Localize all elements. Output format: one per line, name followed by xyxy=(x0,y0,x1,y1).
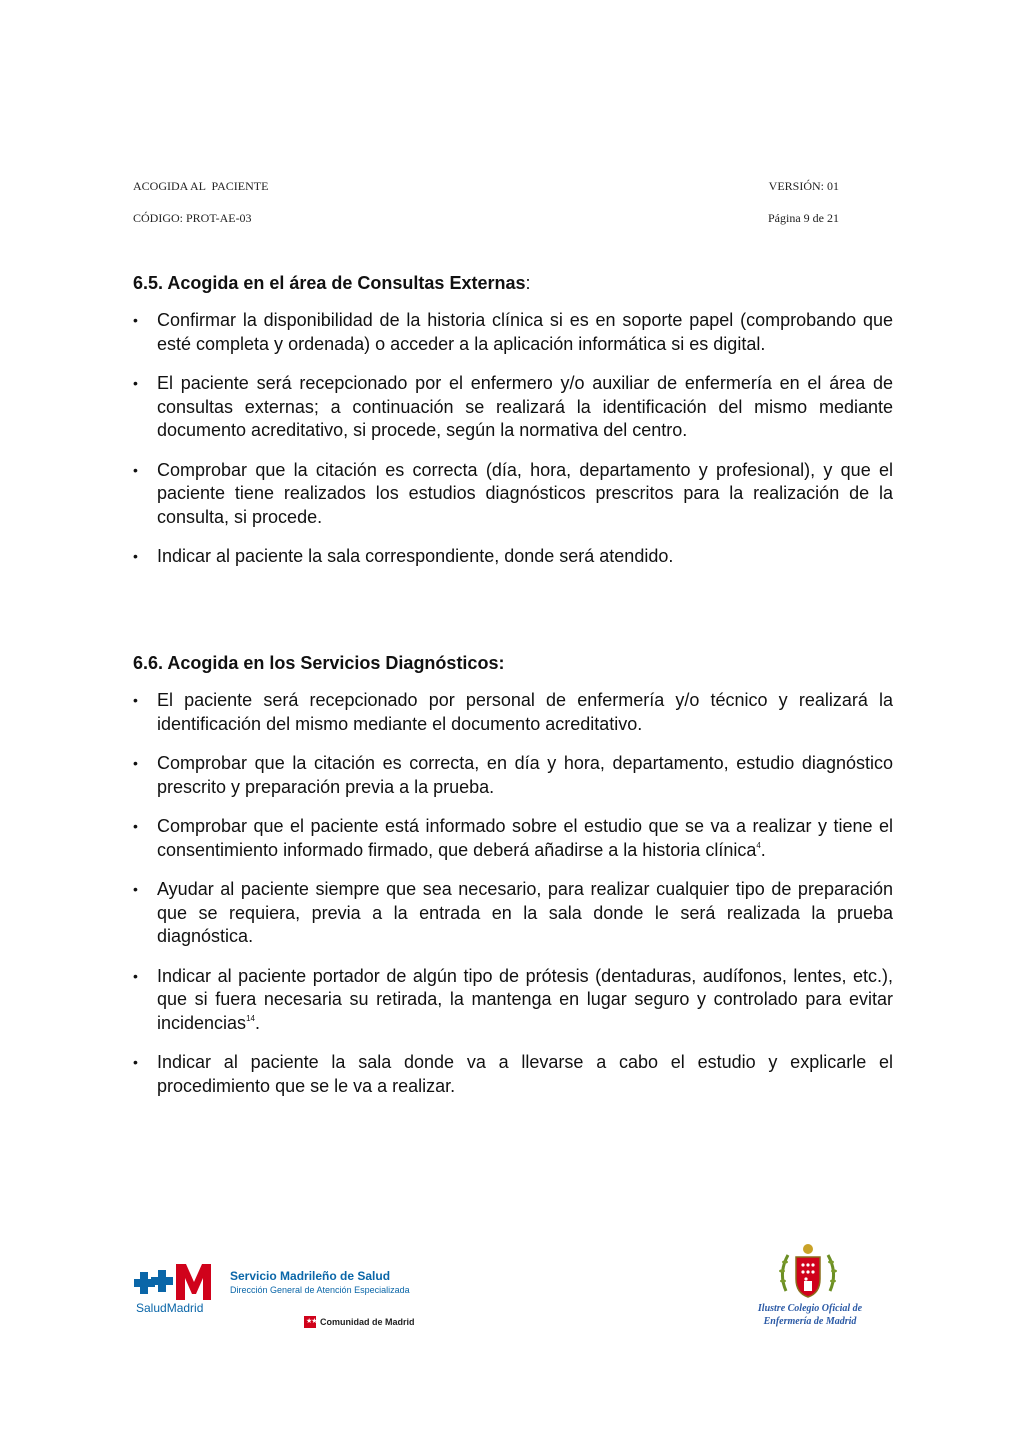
bullet-icon: • xyxy=(133,1054,138,1070)
list-item-text: Confirmar la disponibilidad de la historia clínica si es en soporte papel (comprobando que esté completa y ordenada) o acceder a la aplicación informática si es digital. xyxy=(157,310,893,354)
list-item xyxy=(133,1051,893,1098)
salud-madrid-logo xyxy=(134,1262,434,1332)
list-item-text: Indicar al paciente la sala correspondiente, donde será atendido. xyxy=(157,546,674,566)
colegio-seal-icon xyxy=(776,1241,840,1305)
bullet-icon: • xyxy=(133,881,138,897)
list-item-text: El paciente será recepcionado por el enfermero y/o auxiliar de enfermería en el área de consultas externas; a continuación se realizará la identificación del mismo mediante documento acreditativo, si procede, según la normativa del centro. xyxy=(157,373,893,440)
list-item xyxy=(133,545,893,569)
colegio-name-line2: Enfermería de Madrid xyxy=(763,1316,857,1327)
list-item-text: Comprobar que la citación es correcta, en día y hora, departamento, estudio diagnóstico prescrito y preparación previa a la prueba. xyxy=(157,753,893,797)
sermas-subtitle: Dirección General de Atención Especializada xyxy=(230,1285,410,1295)
bullet-icon: • xyxy=(133,375,138,391)
sermas-title: Servicio Madrileño de Salud xyxy=(230,1269,391,1283)
document-title: ACOGIDA AL PACIENTE xyxy=(133,179,269,193)
section-heading: 6.6. Acogida en los Servicios Diagnósticos: xyxy=(133,653,505,673)
salud-madrid-mark-icon xyxy=(134,1262,212,1302)
list-item-text: Comprobar que el paciente está informado sobre el estudio que se va a realizar y tiene el consentimiento informado firmado, que deberá añadirse a la historia clínica xyxy=(157,816,893,860)
list-item xyxy=(133,815,893,862)
header-row-2 xyxy=(133,211,839,226)
list-item xyxy=(133,965,893,1036)
bullet-icon: • xyxy=(133,818,138,834)
list-item-text: Ayudar al paciente siempre que sea necesario, para realizar cualquier tipo de preparación que se requiera, previa a la entrada en la sala donde le será realizada la prueba diagnóstica. xyxy=(157,879,893,946)
list-item xyxy=(133,309,893,356)
bullet-icon: • xyxy=(133,967,138,984)
page-number: Página 9 de 21 xyxy=(768,211,839,225)
list-item-text: Indicar al paciente portador de algún tipo de prótesis (dentaduras, audífonos, lentes, etc.), que si fuera necesaria su retirada, la mantenga en lugar seguro y controlado para evitar incidencias xyxy=(157,965,893,1033)
bullet-list xyxy=(133,309,893,569)
trailing-punctuation: . xyxy=(254,1012,260,1033)
list-item-text: El paciente será recepcionado por personal de enfermería y/o técnico y realizará la identificación del mismo mediante el documento acreditativo. xyxy=(157,690,893,734)
bullet-icon: • xyxy=(133,692,138,708)
list-item xyxy=(133,752,893,799)
list-item xyxy=(133,689,893,736)
bullet-list xyxy=(133,689,893,1098)
madrid-flag-icon: ★★ xyxy=(304,1316,316,1328)
list-item xyxy=(133,878,893,949)
list-item-text: Comprobar que la citación es correcta (día, hora, departamento y profesional), y que el paciente tiene realizados los estudios diagnósticos prescritos para la realización de la consulta, si procede. xyxy=(157,459,893,527)
comunidad-madrid-logo xyxy=(304,1316,415,1328)
document-code: CÓDIGO: PROT-AE-03 xyxy=(133,211,252,225)
footnote-reference: 4 xyxy=(756,840,761,850)
list-item xyxy=(133,459,893,530)
header-row-1 xyxy=(133,179,839,194)
section-heading: 6.5. Acogida en el área de Consultas Externas: xyxy=(133,273,531,293)
document-version: VERSIÓN: 01 xyxy=(768,179,839,193)
section-consultas-externas xyxy=(133,271,893,569)
list-item xyxy=(133,372,893,443)
section-servicios-diagnosticos xyxy=(133,651,893,1098)
salud-madrid-brand: SaludMadrid xyxy=(136,1301,204,1315)
footnote-reference: 14 xyxy=(246,1013,255,1023)
list-item-text: Indicar al paciente la sala donde va a llevarse a cabo el estudio y explicarle el procedimiento que se le va a realizar. xyxy=(157,1052,893,1096)
comunidad-madrid-label: Comunidad de Madrid xyxy=(320,1317,415,1327)
bullet-icon: • xyxy=(133,548,138,564)
colegio-enfermeria-logo xyxy=(748,1241,872,1331)
trailing-punctuation: . xyxy=(760,839,766,860)
bullet-icon: • xyxy=(133,461,138,478)
bullet-icon: • xyxy=(133,312,138,328)
colegio-name-line1: Ilustre Colegio Oficial de xyxy=(757,1303,863,1314)
bullet-icon: • xyxy=(133,755,138,771)
